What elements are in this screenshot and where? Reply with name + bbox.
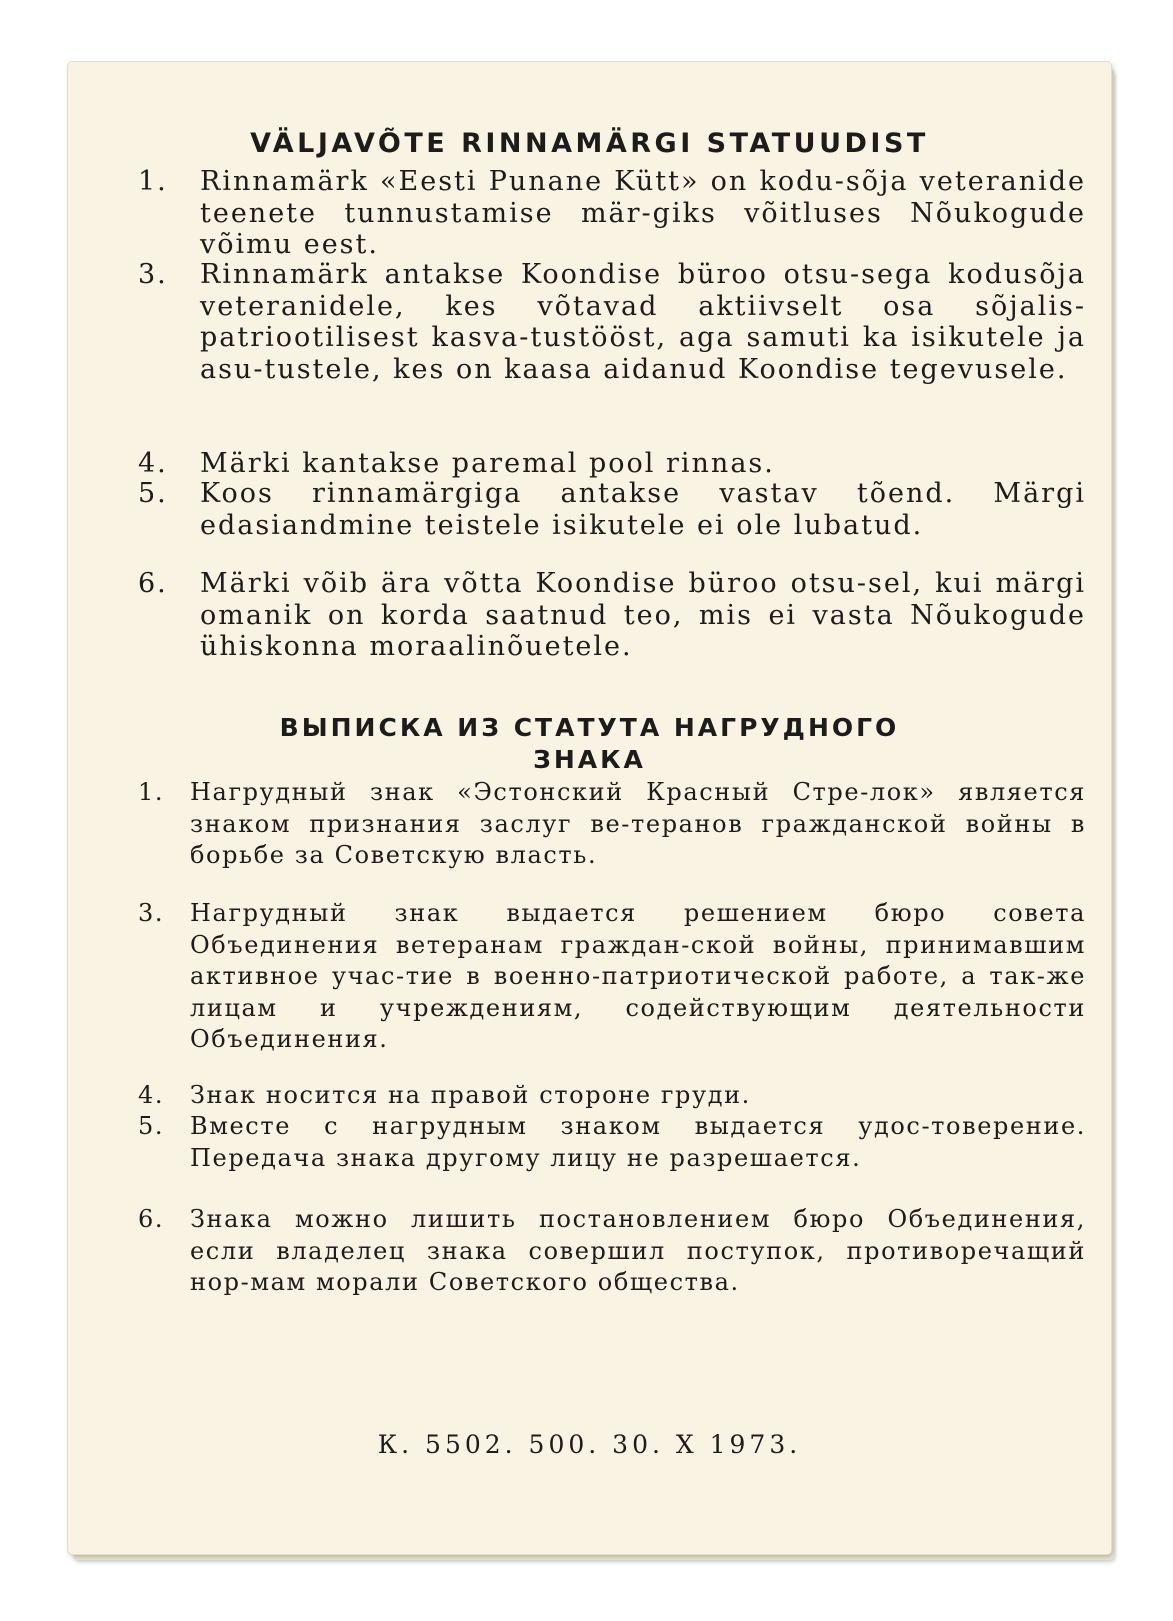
item-text: Koos rinnamärgiga antakse vastav tõend. Märgi edasiandmine teistele isikutele ei ole lubatud. — [200, 478, 1086, 541]
item-number: 4. — [138, 448, 168, 479]
item-number: 6. — [138, 568, 168, 599]
estonian-item-4 — [138, 448, 1118, 480]
item-number: 3. — [138, 259, 168, 290]
item-text: Знак носится на правой стороне груди. — [190, 1081, 751, 1109]
item-text: Rinnamärk «Eesti Punane Kütt» on kodu-sõja veteranide teenete tunnustamise mär-giks võitluses Nõukogude võimu eest. — [200, 166, 1086, 260]
russian-item-6 — [138, 1204, 1118, 1330]
print-imprint: К. 5502. 500. 30. X 1973. — [377, 1430, 802, 1459]
estonian-item-1 — [138, 166, 1118, 261]
item-text: Вместе с нагрудным знаком выдается удос-товерение. Передача знака другому лицу не разрешается. — [190, 1112, 1086, 1172]
russian-item-4 — [138, 1080, 1118, 1112]
estonian-title: VÄLJAVÕTE RINNAMÄRGI STATUUDIST — [250, 128, 929, 159]
item-number: 1. — [138, 778, 165, 806]
item-number: 4. — [138, 1081, 165, 1109]
estonian-item-6 — [138, 568, 1118, 694]
item-text: Märki kantakse paremal pool rinnas. — [200, 448, 775, 479]
item-number: 3. — [138, 899, 165, 927]
item-number: 5. — [138, 1112, 165, 1140]
item-text: Нагрудный знак «Эстонский Красный Стре-лок» является знаком признания заслуг ве-теранов гражданской войны в борьбе за Советскую власть. — [190, 778, 1086, 869]
russian-item-3 — [138, 898, 1118, 1056]
item-text: Rinnamärk antakse Koondise büroo otsu-sega kodusõja veteranidele, kes võtavad aktiivselt osa sõjalis-patriootilisest kasva-tustööst, aga samuti ka isikutele ja asu-tustele, kes on kaasa aidanud Koondise tegevusele. — [200, 259, 1086, 385]
item-number: 6. — [138, 1205, 165, 1233]
item-text: Знака можно лишить постановлением бюро Объединения, если владелец знака совершил поступок, противоречащий нор-мам морали Советского общества. — [190, 1205, 1086, 1296]
russian-title-line-1: ВЫПИСКА ИЗ СТАТУТА НАГРУДНОГО — [279, 713, 900, 742]
estonian-item-5 — [138, 478, 1118, 573]
russian-title — [68, 712, 1111, 776]
item-number: 5. — [138, 478, 168, 509]
item-text: Märki võib ära võtta Koondise büroo otsu-sel, kui märgi omanik on korda saatnud teo, mis ei vasta Nõukogude ühiskonna moraalinõuetele. — [200, 568, 1086, 662]
russian-item-1 — [138, 777, 1118, 903]
russian-item-5 — [138, 1111, 1118, 1206]
document-card — [68, 62, 1111, 1554]
item-number: 1. — [138, 166, 168, 197]
russian-title-line-2: ЗНАКА — [533, 745, 646, 774]
estonian-item-3 — [138, 259, 1118, 449]
item-text: Нагрудный знак выдается решением бюро совета Объединения ветеранам граждан-ской войны, принимавшим активное учас-тие в военно-патриотической работе, а так-же лицам и учреждениям, содействующим деятельности Объединения. — [190, 899, 1086, 1053]
